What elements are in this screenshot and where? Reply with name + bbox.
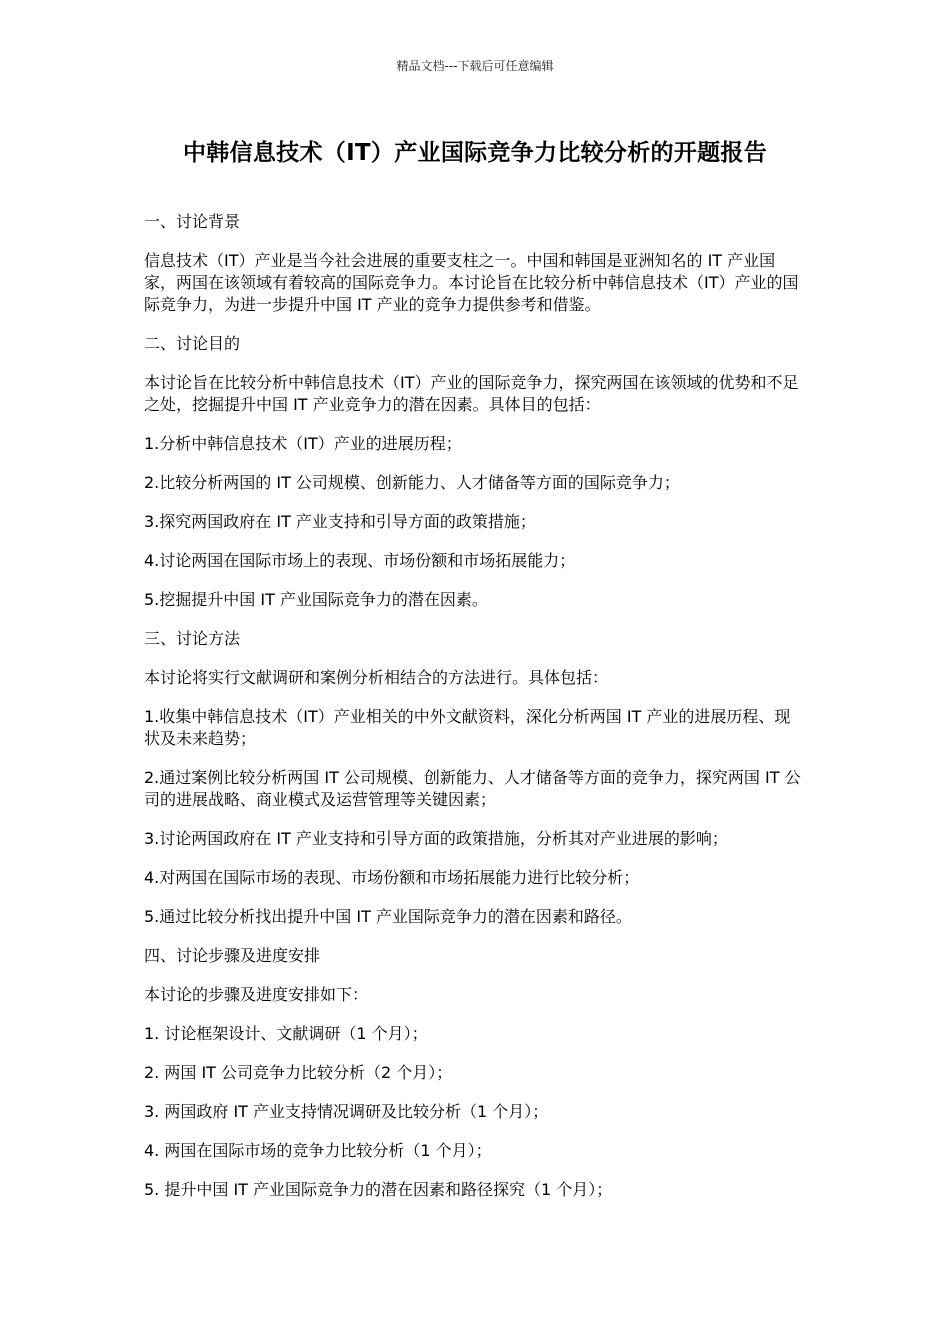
paragraph-schedule: 本讨论的步骤及进度安排如下： bbox=[144, 985, 369, 1004]
list-item-schedule-3: 3. 两国政府 IT 产业支持情况调研及比较分析（1 个月）； bbox=[144, 1102, 549, 1121]
list-item-purpose-1: 1.分析中韩信息技术（IT）产业的进展历程； bbox=[144, 434, 462, 453]
list-item-method-5: 5.通过比较分析找出提升中国 IT 产业国际竞争力的潜在因素和路径。 bbox=[144, 907, 632, 926]
paragraph-background: 信息技术（IT）产业是当今社会进展的重要支柱之一。中国和韩国是亚洲知名的 IT 产业国家，两国在该领域有着较高的国际竞争力。本讨论旨在比较分析中韩信息技术（IT）产业的国际竞争力，为进一步提升中国 IT 产业的竞争力提供参考和借鉴。 bbox=[144, 251, 799, 314]
section-heading-purpose: 二、讨论目的 bbox=[144, 334, 241, 353]
list-item-schedule-2: 2. 两国 IT 公司竞争力比较分析（2 个月）； bbox=[144, 1063, 453, 1082]
list-item-purpose-5: 5.挖掘提升中国 IT 产业国际竞争力的潜在因素。 bbox=[144, 590, 488, 609]
section-heading-background: 一、讨论背景 bbox=[144, 212, 241, 231]
header-note: 精品文档---下载后可任意编辑 bbox=[396, 59, 554, 73]
list-item-method-2: 2.通过案例比较分析两国 IT 公司规模、创新能力、人才储备等方面的竞争力，探究两国 IT 公司的进展战略、商业模式及运营管理等关键因素； bbox=[144, 768, 801, 809]
list-item-method-3: 3.讨论两国政府在 IT 产业支持和引导方面的政策措施，分析其对产业进展的影响； bbox=[144, 829, 728, 848]
document-body bbox=[144, 211, 804, 1218]
list-item-purpose-3: 3.探究两国政府在 IT 产业支持和引导方面的政策措施； bbox=[144, 512, 536, 531]
paragraph-method: 本讨论将实行文献调研和案例分析相结合的方法进行。具体包括： bbox=[144, 668, 609, 687]
list-item-schedule-5: 5. 提升中国 IT 产业国际竞争力的潜在因素和路径探究（1 个月）； bbox=[144, 1180, 613, 1199]
section-heading-schedule: 四、讨论步骤及进度安排 bbox=[144, 946, 321, 965]
list-item-purpose-4: 4.讨论两国在国际市场上的表现、市场份额和市场拓展能力； bbox=[144, 551, 576, 570]
list-item-schedule-4: 4. 两国在国际市场的竞争力比较分析（1 个月）； bbox=[144, 1141, 492, 1160]
list-item-method-4: 4.对两国在国际市场的表现、市场份额和市场拓展能力进行比较分析； bbox=[144, 868, 640, 887]
list-item-purpose-2: 2.比较分析两国的 IT 公司规模、创新能力、人才储备等方面的国际竞争力； bbox=[144, 473, 680, 492]
list-item-method-1: 1.收集中韩信息技术（IT）产业相关的中外文献资料，深化分析两国 IT 产业的进展历程、现状及未来趋势； bbox=[144, 707, 791, 748]
document-title: 中韩信息技术（IT）产业国际竞争力比较分析的开题报告 bbox=[182, 140, 768, 166]
list-item-schedule-1: 1. 讨论框架设计、文献调研（1 个月）； bbox=[144, 1024, 428, 1043]
section-heading-method: 三、讨论方法 bbox=[144, 629, 241, 648]
paragraph-purpose: 本讨论旨在比较分析中韩信息技术（IT）产业的国际竞争力，探究两国在该领域的优势和不足之处，挖掘提升中国 IT 产业竞争力的潜在因素。具体目的包括： bbox=[144, 373, 799, 414]
